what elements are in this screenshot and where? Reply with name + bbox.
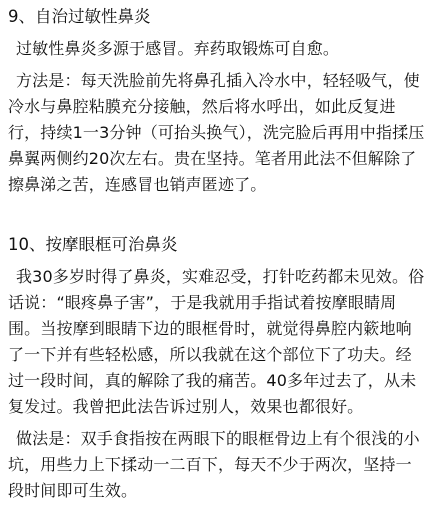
paragraph: 方法是：每天洗脸前先将鼻孔插入冷水中，轻轻吸气，使冷水与鼻腔粘膜充分接触，然后将水呼出，如此反复进行，持续1一3分钟（可抬头换气），洗完脸后再用中指揉压鼻翼两侧约20次左右。贵在坚持。笔者用此法不但解除了擦鼻涕之苦，连感冒也销声匿迹了。: [8, 71, 425, 194]
section-allergic-rhinitis: [8, 6, 426, 198]
paragraph: 过敏性鼻炎多源于感冒。弃药取锻炼可自愈。: [16, 39, 340, 58]
section-eye-massage: [8, 234, 426, 504]
section-heading: 10、按摩眼框可治鼻炎: [8, 235, 178, 254]
paragraph: 做法是：双手食指按在两眼下的眼框骨边上有个很浅的小坑，用些力上下揉动一二百下，每天不少于两次，坚持一段时间即可生效。: [8, 429, 420, 500]
section-heading: 9、自治过敏性鼻炎: [8, 7, 151, 26]
paragraph: 我30多岁时得了鼻炎，实难忍受，打针吃药都未见效。俗话说：“眼疼鼻子害”，于是我就用手指试着按摩眼睛周围。当按摩到眼睛下边的眼框骨时，就觉得鼻腔内簌地响了一下并有些轻松感，所以我就在这个部位下了功夫。经过一段时间，真的解除了我的痛苦。40多年过去了，从未复发过。我曾把此法告诉过别人，效果也都很好。: [8, 267, 425, 416]
